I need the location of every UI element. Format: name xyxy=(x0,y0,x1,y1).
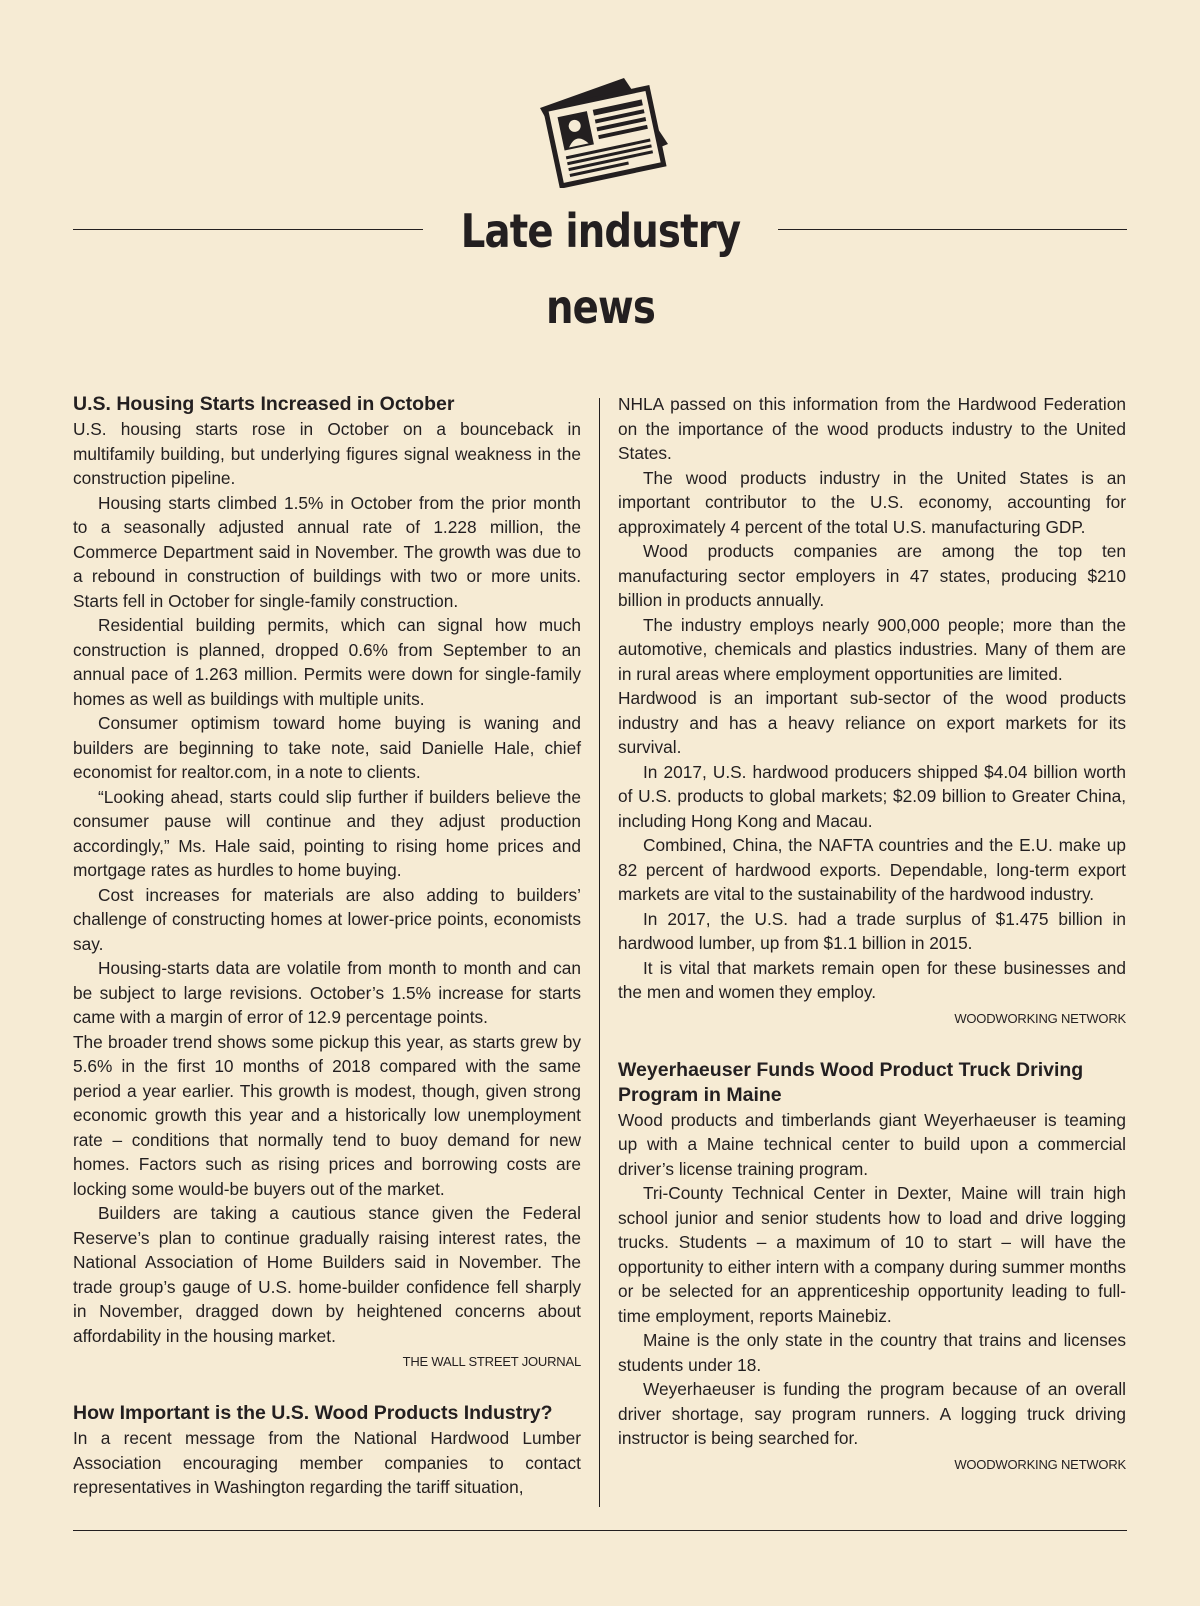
article-paragraph: In a recent message from the National Hardwood Lumber Association encouraging member companies to contact representatives in Washington regarding the tariff situation, xyxy=(73,1428,581,1497)
article-paragraph: Hardwood is an important sub-sector of the wood products industry and has a heavy reliance on export markets for its survival. xyxy=(618,688,1126,757)
article-source: WOODWORKING NETWORK xyxy=(954,1456,1126,1472)
article-paragraph: Builders are taking a cautious stance given the Federal Reserve’s plan to continue gradually raising interest rates, the National Association of Home Builders said in November. The trade group’s gauge of U.S. home-builder confidence fell sharply in November, dragged down by heightened concerns about affordability in the housing market. xyxy=(73,1203,581,1346)
article-paragraph: Wood products companies are among the top ten manufacturing sector employers in 47 states, producing $210 billion in products annually. xyxy=(618,541,1126,610)
article-weyerhaeuser xyxy=(618,1058,1126,1476)
newspaper-icon xyxy=(538,76,670,188)
article-paragraph: Maine is the only state in the country that trains and licenses students under 18. xyxy=(618,1330,1126,1375)
right-column xyxy=(618,392,1126,1476)
article-paragraph: Combined, China, the NAFTA countries and the E.U. make up 82 percent of hardwood exports. Dependable, long-term export markets are vital to the sustainability of the hardwood industry. xyxy=(618,835,1126,904)
left-column xyxy=(73,392,581,1500)
article-paragraph: The wood products industry in the United States is an important contributor to the U.S. economy, accounting for approximately 4 percent of the total U.S. manufacturing GDP. xyxy=(618,467,1126,537)
column-divider xyxy=(599,398,600,1507)
article-paragraph: Consumer optimism toward home buying is waning and builders are beginning to take note, said Danielle Hale, chief economist for realtor.com, in a note to clients. xyxy=(73,713,581,782)
header-rule-left xyxy=(73,229,423,230)
article-paragraph: “Looking ahead, starts could slip further if builders believe the consumer pause will continue and they adjust production accordingly,” Ms. Hale said, pointing to rising home prices and mortgage rates as hurdles to home buying. xyxy=(73,786,581,880)
article-paragraph: NHLA passed on this information from the Hardwood Federation on the importance of the wood products industry to the United States. xyxy=(618,394,1126,463)
footer-rule xyxy=(73,1530,1127,1531)
article-housing-starts xyxy=(73,392,581,1373)
header-rule-right xyxy=(778,229,1127,230)
article-wood-products-continued xyxy=(618,392,1126,1030)
article-title: How Important is the U.S. Wood Products Industry? xyxy=(73,1402,553,1424)
article-paragraph: Housing starts climbed 1.5% in October from the prior month to a seasonally adjusted annual rate of 1.228 million, the Commerce Department said in November. The growth was due to a rebound in construction of buildings with two or more units. Starts fell in October for single-family construction. xyxy=(73,492,581,611)
article-source: WOODWORKING NETWORK xyxy=(954,1010,1126,1026)
article-paragraph: It is vital that markets remain open for these businesses and the men and women they employ. xyxy=(618,957,1126,1002)
article-paragraph: The broader trend shows some pickup this year, as starts grew by 5.6% in the first 10 months of 2018 compared with the same period a year earlier. This growth is modest, though, given strong economic growth this year and a historically low unemployment rate – conditions that normally tend to buoy demand for new homes. Factors such as rising prices and borrowing costs are locking some would-be buyers out of the market. xyxy=(73,1031,581,1199)
article-paragraph: Tri-County Technical Center in Dexter, Maine will train high school junior and senior students how to load and drive logging trucks. Students – a maximum of 10 to start – will have the opportunity to either intern with a company during summer months or be selected for an apprenticeship opportunity leading to full-time employment, reports Mainebiz. xyxy=(618,1183,1126,1326)
article-paragraph: Residential building permits, which can signal how much construction is planned, dropped 0.6% from September to an annual pace of 1.263 million. Permits were down for single-family homes as well as buildings with multiple units. xyxy=(73,615,581,709)
article-paragraph: Housing-starts data are volatile from month to month and can be subject to large revisions. October’s 1.5% increase for starts came with a margin of error of 12.9 percentage points. xyxy=(73,958,581,1027)
article-paragraph: In 2017, U.S. hardwood producers shipped $4.04 billion worth of U.S. products to global markets; $2.09 billion to Greater China, including Hong Kong and Macau. xyxy=(618,761,1126,831)
article-paragraph: The industry employs nearly 900,000 people; more than the automotive, chemicals and plastics industries. Many of them are in rural areas where employment opportunities are limited. xyxy=(618,614,1126,684)
page-title: Late industry news xyxy=(460,204,741,334)
article-wood-products-industry xyxy=(73,1401,581,1500)
article-paragraph: U.S. housing starts rose in October on a bounceback in multifamily building, but underlying figures signal weakness in the construction pipeline. xyxy=(73,419,581,488)
article-source: THE WALL STREET JOURNAL xyxy=(402,1354,581,1369)
article-paragraph: In 2017, the U.S. had a trade surplus of $1.475 billion in hardwood lumber, up from $1.1 billion in 2015. xyxy=(618,908,1126,953)
article-title: Weyerhaeuser Funds Wood Product Truck Driving Program in Maine xyxy=(618,1058,1084,1106)
article-title: U.S. Housing Starts Increased in October xyxy=(73,393,455,415)
article-paragraph: Wood products and timberlands giant Weyerhaeuser is teaming up with a Maine technical center to build upon a commercial driver’s license training program. xyxy=(618,1109,1126,1179)
article-paragraph: Cost increases for materials are also adding to builders’ challenge of constructing homes at lower-price points, economists say. xyxy=(73,884,581,954)
masthead xyxy=(0,0,1200,334)
article-paragraph: Weyerhaeuser is funding the program because of an overall driver shortage, say program runners. A logging truck driving instructor is being searched for. xyxy=(618,1379,1126,1448)
